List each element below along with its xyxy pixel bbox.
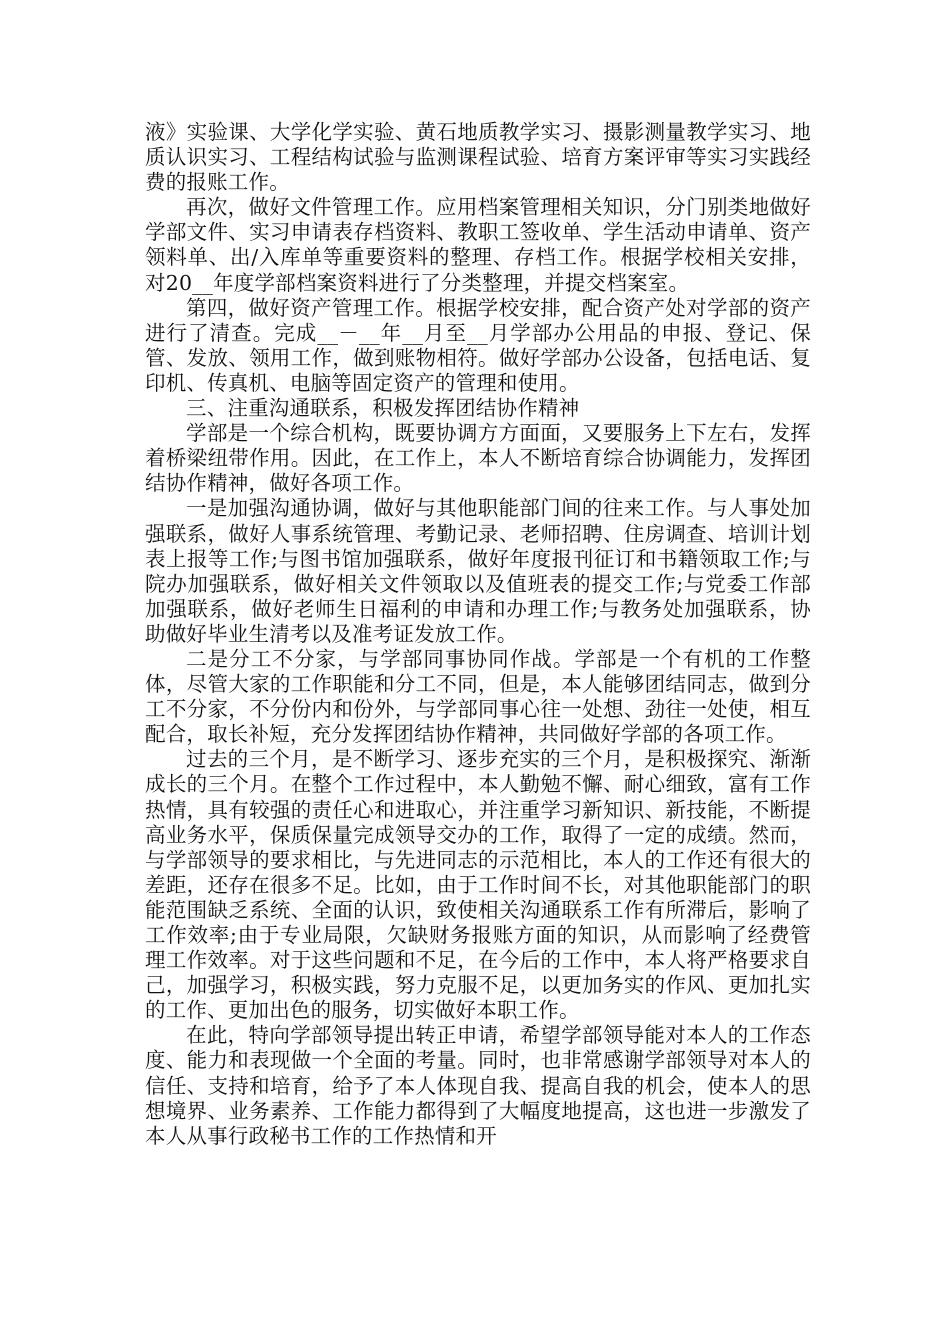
paragraph-file-management: 再次，做好文件管理工作。应用档案管理相关知识，分门别类地做好学部文件、实习申请表存档资料、教职工签收单、学生活动申请单、资产领料单、出/入库单等重要资料的整理、存档工作。根据学校相关安排，对20__年度学部档案资料进行了分类整理，并提交档案室。 [145, 195, 811, 295]
document-body [145, 120, 811, 1149]
paragraph-continued: 液》实验课、大学化学实验、黄石地质教学实习、摄影测量教学实习、地质认识实习、工程结构试验与监测课程试验、培育方案评审等实习实践经费的报账工作。 [145, 120, 811, 195]
paragraph-department-role: 学部是一个综合机构，既要协调方方面面，又要服务上下左右，发挥着桥梁纽带作用。因此，在工作上，本人不断培育综合协调能力，发挥团结协作精神，做好各项工作。 [145, 421, 811, 496]
paragraph-summary: 过去的三个月，是不断学习、逐步充实的三个月，是积极探究、渐渐成长的三个月。在整个工作过程中，本人勤勉不懈、耐心细致，富有工作热情，具有较强的责任心和进取心，并注重学习新知识、新技能，不断提高业务水平，保质保量完成领导交办的工作，取得了一定的成绩。然而，与学部领导的要求相比，与先进同志的示范相比，本人的工作还有很大的差距，还存在很多不足。比如，由于工作时间不长，对其他职能部门的职能范围缺乏系统、全面的认识，致使相关沟通联系工作有所滞后，影响了工作效率;由于专业局限，欠缺财务报账方面的知识，从而影响了经费管理工作效率。对于这些问题和不足，在今后的工作中，本人将严格要求自己，加强学习，积极实践，努力克服不足，以更加务实的作风、更加扎实的工作、更加出色的服务，切实做好本职工作。 [145, 747, 811, 1023]
paragraph-application: 在此，特向学部领导提出转正申请，希望学部领导能对本人的工作态度、能力和表现做一个全面的考量。同时，也非常感谢学部领导对本人的信任、支持和培育，给予了本人体现自我、提高自我的机会，使本人的思想境界、业务素养、工作能力都得到了大幅度地提高，这也进一步激发了本人从事行政秘书工作的工作热情和开 [145, 1023, 811, 1148]
paragraph-teamwork: 二是分工不分家，与学部同事协同作战。学部是一个有机的工作整体，尽管大家的工作职能和分工不同，但是，本人能够团结同志，做到分工不分家，不分份内和份外，与学部同事心往一处想、劲往一处使，相互配合，取长补短，充分发挥团结协作精神，共同做好学部的各项工作。 [145, 646, 811, 747]
paragraph-asset-management: 第四，做好资产管理工作。根据学校安排，配合资产处对学部的资产进行了清查。完成__－__年__月至__月学部办公用品的申报、登记、保管、发放、领用工作，做到账物相符。做好学部办公设备，包括电话、复印机、传真机、电脑等固定资产的管理和使用。 [145, 295, 811, 395]
paragraph-coordination: 一是加强沟通协调，做好与其他职能部门间的往来工作。与人事处加强联系，做好人事系统管理、考勤记录、老师招聘、住房调查、培训计划表上报等工作;与图书馆加强联系，做好年度报刊征订和书籍领取工作;与院办加强联系，做好相关文件领取以及值班表的提交工作;与党委工作部加强联系，做好老师生日福利的申请和办理工作;与教务处加强联系，协助做好毕业生清考以及准考证发放工作。 [145, 496, 811, 646]
section-heading-communication: 三、注重沟通联系，积极发挥团结协作精神 [186, 396, 580, 421]
